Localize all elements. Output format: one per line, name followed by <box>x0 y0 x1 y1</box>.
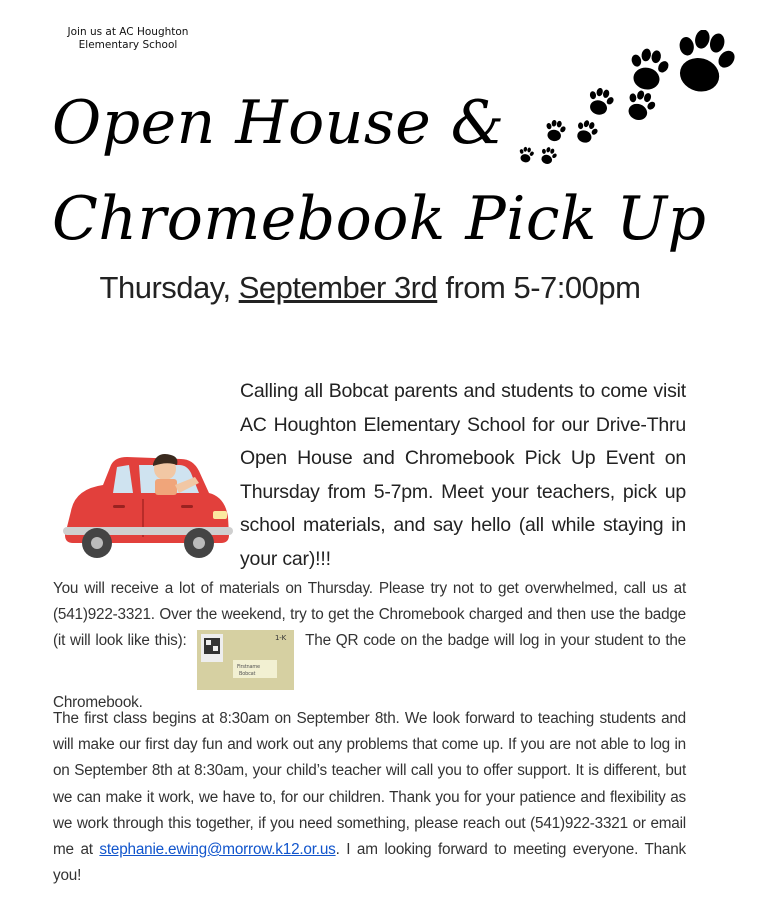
tagline-line-1: Join us at AC Houghton <box>67 26 189 38</box>
badge-name-label-1: Firstname <box>237 664 261 671</box>
materials-text: You will receive a lot of materials on Thursday. Please try not to get overwhelmed, call us at (541)922-3321. Over the weekend, try to get the Chromebook charged and then use the badge (it will look like this): <box>53 580 686 650</box>
materials-paragraph <box>53 576 686 717</box>
badge-name-label-2: Bobcat <box>239 671 256 678</box>
first-class-paragraph <box>53 706 686 889</box>
closing-text: . I am looking forward to meeting everyone. Thank you! <box>53 841 686 885</box>
paw-prints-icon <box>510 30 740 170</box>
intro-paragraph <box>53 375 686 583</box>
title-line-1: Open House & <box>52 88 505 158</box>
email-link[interactable]: stephanie.ewing@morrow.k12.or.us <box>99 841 336 859</box>
event-tagline <box>62 26 194 52</box>
first-class-text: The first class begins at 8:30am on September 8th. We look forward to teaching students and will make our first day fun and work out any problems that come up. If you are not able to log in on September 8th at 8:30am, your child’s teacher will call you to offer support. It is different, but we can make it work, we have to, for our children. Thank you for your patience and flexibility as we work through this together, if you need something, please reach out (541)922-3321 or email me at <box>53 710 686 859</box>
chromebook-badge-image <box>197 630 294 690</box>
car-with-driver-icon <box>53 449 240 583</box>
tagline-line-2: Elementary School <box>78 39 178 51</box>
intro-text: Calling all Bobcat parents and students to come visit AC Houghton Elementary School for our Drive-Thru Open House and Chromebook Pick Up Event on Thursday from 5-7pm. Meet your teachers, pick up school materials, and say hello (all while staying in your car)!!! <box>240 380 686 570</box>
date-suffix: from 5-7:00pm <box>437 270 641 305</box>
car-illustration <box>53 449 240 583</box>
event-date: September 3rd <box>238 270 438 305</box>
badge-illustration <box>197 630 294 690</box>
event-date-line <box>0 270 740 306</box>
badge-corner-label: 1-K <box>275 634 287 643</box>
title-line-2: Chromebook Pick Up <box>52 184 707 254</box>
badge-explanation: The QR code on the badge will log in your student to the Chromebook. <box>53 632 686 712</box>
date-prefix: Thursday, <box>99 270 239 305</box>
